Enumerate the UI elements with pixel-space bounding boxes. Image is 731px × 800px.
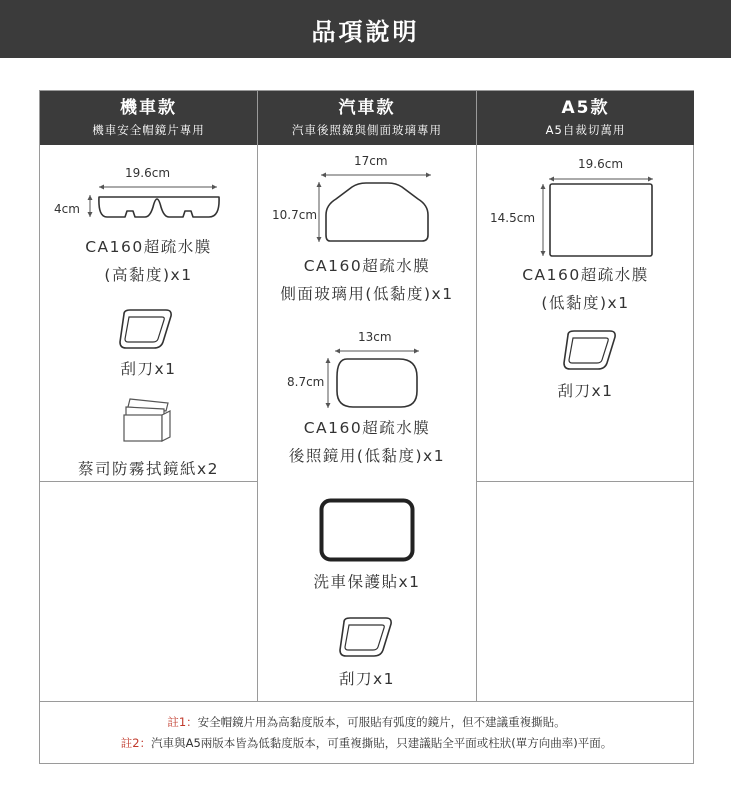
note-1-label: 註1：	[167, 714, 198, 729]
a5-width-arrow-icon	[548, 175, 654, 183]
car-side-film-name: CA160超疏水膜	[303, 257, 431, 275]
note-1	[167, 712, 565, 733]
column-divider	[257, 91, 258, 701]
row-divider	[40, 481, 257, 482]
squeegee-icon	[336, 616, 394, 658]
moto-film-height: 4cm	[54, 202, 80, 216]
moto-film-shape-icon	[97, 195, 221, 219]
a5-height-arrow-icon	[539, 183, 547, 257]
moto-width-arrow-icon	[98, 183, 218, 191]
column-subtitle-car: 汽車後照鏡與側面玻璃專用	[292, 123, 442, 137]
car-side-film-height: 10.7cm	[272, 208, 318, 222]
car-mirror-film-width: 13cm	[358, 330, 392, 344]
note-2-label: 註2：	[120, 735, 152, 750]
squeegee-icon	[116, 308, 174, 350]
car-protector-icon	[319, 498, 415, 562]
moto-height-arrow-icon	[86, 194, 94, 218]
a5-film-width: 19.6cm	[578, 157, 624, 171]
moto-film-width: 19.6cm	[125, 166, 171, 180]
a5-film-height: 14.5cm	[490, 211, 536, 225]
note-2-text: 汽車與A5兩版本皆為低黏度版本，可重複撕貼，只建議貼全平面或柱狀(單方向曲率)平面。	[151, 735, 613, 750]
car-side-width-arrow-icon	[320, 171, 432, 179]
a5-film-shape-icon	[549, 183, 653, 257]
moto-squeegee-label: 刮刀x1	[120, 360, 177, 378]
column-title-a5: A5款	[561, 98, 610, 118]
wipe-packet-icon	[120, 397, 176, 443]
column-title-moto: 機車款	[120, 98, 177, 118]
car-side-film-shape-icon	[324, 181, 430, 243]
car-mirror-film-shape-icon	[335, 357, 419, 409]
notes-box	[39, 702, 694, 764]
moto-wipe-label: 蔡司防霧拭鏡紙x2	[77, 460, 220, 478]
car-side-film-width: 17cm	[354, 154, 388, 168]
car-mirror-film-name: CA160超疏水膜	[303, 419, 431, 437]
car-side-height-arrow-icon	[315, 181, 323, 243]
car-squeegee-label: 刮刀x1	[338, 670, 396, 688]
a5-film-spec: (低黏度)x1	[541, 294, 630, 312]
car-mirror-width-arrow-icon	[334, 347, 420, 355]
car-mirror-height-arrow-icon	[324, 357, 332, 409]
column-subtitle-a5: A5自裁切萬用	[545, 123, 626, 137]
column-header-a5	[477, 91, 694, 145]
column-header-moto	[40, 91, 257, 145]
moto-film-name: CA160超疏水膜	[85, 238, 212, 256]
row-divider	[476, 481, 694, 482]
squeegee-icon	[560, 329, 618, 371]
car-mirror-film-height: 8.7cm	[287, 375, 325, 389]
car-protector-label: 洗車保護貼x1	[313, 573, 421, 591]
column-title-car: 汽車款	[338, 98, 396, 118]
note-1-text: 安全帽鏡片用為高黏度版本，可服貼有弧度的鏡片，但不建議重複撕貼。	[197, 714, 566, 729]
a5-squeegee-label: 刮刀x1	[557, 382, 614, 400]
page-title: 品項說明	[311, 17, 420, 46]
column-header-car	[258, 91, 476, 145]
page-title-bar	[0, 0, 731, 58]
a5-film-name: CA160超疏水膜	[522, 266, 649, 284]
column-subtitle-moto: 機車安全帽鏡片專用	[92, 123, 205, 137]
note-2	[121, 733, 612, 754]
car-side-film-spec: 側面玻璃用(低黏度)x1	[280, 285, 454, 303]
item-table	[39, 90, 694, 702]
car-mirror-film-spec: 後照鏡用(低黏度)x1	[288, 447, 446, 465]
moto-film-spec: (高黏度)x1	[104, 266, 193, 284]
